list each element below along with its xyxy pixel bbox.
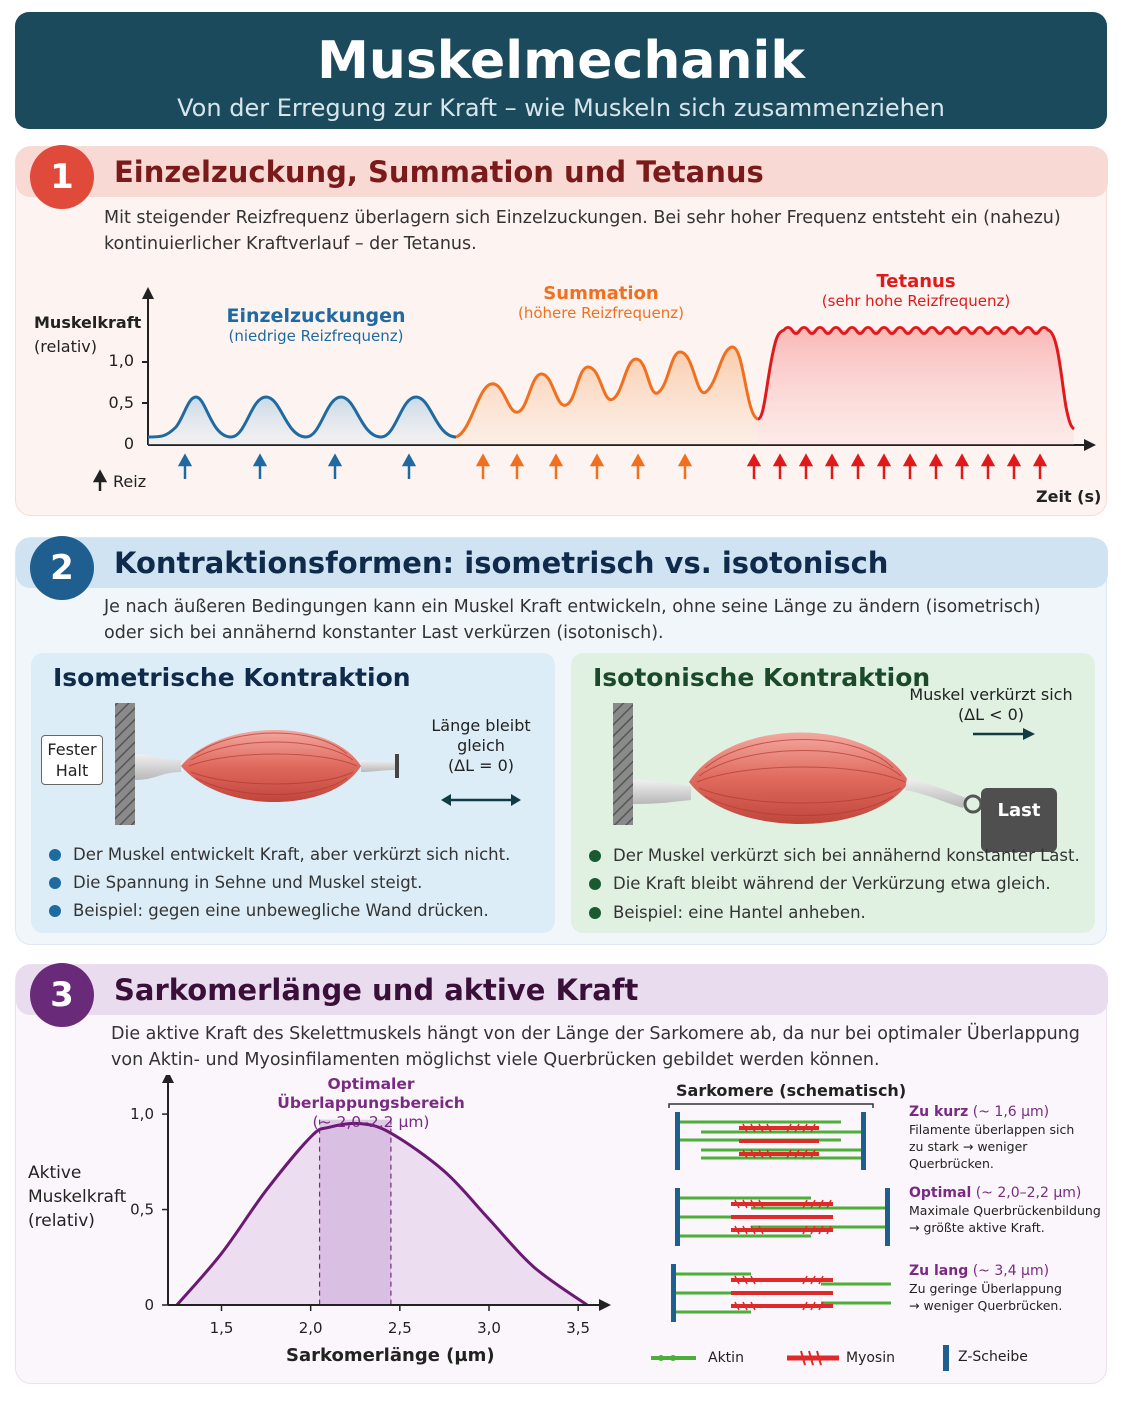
y-tick-label: 0 — [144, 1296, 154, 1314]
isotonic-panel — [571, 653, 1095, 933]
optimal-range-band — [320, 1120, 391, 1305]
page-subtitle: Von der Erregung zur Kraft – wie Muskeln sich zusammenziehen — [177, 94, 945, 122]
sarcomere-title: Sarkomere (schematisch) — [676, 1081, 907, 1100]
section-number-badge: 2 — [30, 536, 94, 600]
x-tick-label: 3,5 — [566, 1319, 591, 1337]
sarcomere-short — [675, 1112, 866, 1170]
y-tick-1: 1,0 — [108, 351, 134, 370]
tetanus-label: Tetanus (sehr hohe Reizfrequenz) — [821, 271, 1011, 310]
bullet-dot-icon — [49, 905, 61, 917]
section-description: Mit steigender Reizfrequenz überlagern sich Einzelzuckungen. Bei sehr hoher Frequenz entsteht ein (nahezu) kontinuierlicher Kraftverlauf – der Tetanus. — [104, 208, 1061, 254]
double-arrow-icon — [441, 794, 521, 806]
isotonic-title: Isotonische Kontraktion — [593, 663, 931, 692]
x-tick-label: 2,0 — [298, 1319, 323, 1337]
isometric-panel — [31, 653, 555, 933]
legend-zdisc-label: Z-Scheibe — [958, 1349, 1028, 1365]
annotation-short: Zu kurz (~ 1,6 µm) Filamente überlappen sich zu stark → weniger Querbrücken. — [909, 1104, 1075, 1171]
stimulus-label: Reiz — [113, 472, 147, 491]
bullet-item: Der Muskel entwickelt Kraft, aber verkürzt sich nicht. — [49, 845, 510, 864]
bullet-dot-icon — [49, 849, 61, 861]
legend-myosin-label: Myosin — [846, 1350, 895, 1366]
summation-label: Summation (höhere Reizfrequenz) — [518, 283, 684, 322]
y-axis-arrow — [162, 1075, 174, 1083]
section-3-header — [16, 965, 1108, 1015]
section-2-header — [16, 538, 1108, 588]
section-number-badge: 1 — [30, 145, 94, 209]
y-tick-0: 0 — [123, 434, 134, 453]
muscle-belly — [181, 730, 361, 802]
shortening-label: Muskel verkürzt sich (ΔL < 0) — [909, 685, 1073, 724]
section-twitch-tetanus — [15, 146, 1107, 516]
section-title: Kontraktionsformen: isometrisch vs. isotonisch — [114, 546, 889, 580]
x-axis-label: Zeit (s) — [1036, 487, 1102, 506]
x-tick-label: 1,5 — [209, 1319, 234, 1337]
annotation-long: Zu lang (~ 3,4 µm) Zu geringe Überlappung → weniger Querbrücken. — [909, 1263, 1063, 1313]
arrow-right-icon — [973, 728, 1035, 740]
myosin-legend-icon — [787, 1351, 839, 1365]
x-tick-label: 3,0 — [477, 1319, 501, 1337]
y-axis-label: Muskelkraft (relativ) — [34, 313, 142, 356]
bullet-dot-icon — [589, 907, 601, 919]
section-number-badge: 3 — [30, 963, 94, 1027]
wall — [115, 703, 135, 825]
load-label: Last — [997, 800, 1041, 821]
stimulus-arrows — [95, 456, 1045, 491]
bullet-item: Die Kraft bleibt während der Verkürzung etwa gleich. — [589, 874, 1051, 893]
twitch-label: Einzelzuckungen (niedrige Reizfrequenz) — [226, 305, 406, 345]
sarcomere-long — [671, 1264, 891, 1322]
isometric-title: Isometrische Kontraktion — [53, 663, 411, 692]
sarcomere-optimal — [675, 1188, 890, 1246]
length-constant-label: Länge bleibt gleich (ΔL = 0) — [431, 716, 531, 775]
y-tick-label: 0,5 — [130, 1200, 154, 1219]
y-tick-label: 1,0 — [130, 1105, 154, 1124]
y-tick-05: 0,5 — [108, 393, 134, 412]
y-axis-arrow — [142, 287, 154, 299]
page-title: Muskelmechanik — [317, 31, 805, 91]
twitch-summation-tetanus-chart — [16, 147, 1108, 517]
optimal-range-label: Optimaler Überlappungsbereich (~ 2,0–2,2 µm) — [277, 1075, 465, 1131]
section-sarcomere-length — [15, 964, 1107, 1384]
bullet-item: Der Muskel verkürzt sich bei annähernd konstanter Last. — [589, 846, 1080, 865]
fixed-hold-label: Fester Halt — [41, 735, 103, 785]
section-title: Sarkomerlänge und aktive Kraft — [114, 973, 639, 1007]
bullet-dot-icon — [589, 878, 601, 890]
bullet-item: Beispiel: eine Hantel anheben. — [589, 903, 866, 922]
bullet-item: Beispiel: gegen eine unbewegliche Wand drücken. — [49, 901, 489, 920]
section-title: Einzelzuckung, Summation und Tetanus — [114, 155, 764, 189]
section-description: Die aktive Kraft des Skelettmuskels hängt von der Länge der Sarkomere ab, da nur bei optimaler Überlappung von Aktin- und Myosinfilamenten möglichst viele Querbrücken gebildet werden können. — [111, 1024, 1080, 1070]
x-tick-label: 2,5 — [387, 1319, 412, 1337]
bullet-dot-icon — [49, 877, 61, 889]
legend-actin-label: Aktin — [708, 1350, 744, 1366]
bullet-item: Die Spannung in Sehne und Muskel steigt. — [49, 873, 422, 892]
wall — [613, 703, 633, 825]
chart-x-label: Sarkomerlänge (µm) — [286, 1345, 495, 1366]
z-disc-legend-icon — [943, 1345, 949, 1371]
actin-legend-icon — [651, 1355, 696, 1361]
bullet-dot-icon — [589, 850, 601, 862]
chart-y-label: Aktive Muskelkraft (relativ) — [28, 1163, 127, 1231]
page-header — [15, 12, 1107, 129]
section-description: Je nach äußeren Bedingungen kann ein Muskel Kraft entwickeln, ohne seine Länge zu ändern (isometrisch) oder sich bei annähernd konstanter Last verkürzen (isotonisch). — [104, 597, 1041, 643]
muscle-belly — [689, 733, 909, 825]
x-axis-arrow — [1084, 439, 1096, 451]
section-contraction-types — [15, 537, 1107, 945]
annotation-optimal: Optimal (~ 2,0–2,2 µm) Maximale Querbrückenbildung → größte aktive Kraft. — [909, 1185, 1101, 1235]
x-axis-arrow — [599, 1299, 611, 1311]
